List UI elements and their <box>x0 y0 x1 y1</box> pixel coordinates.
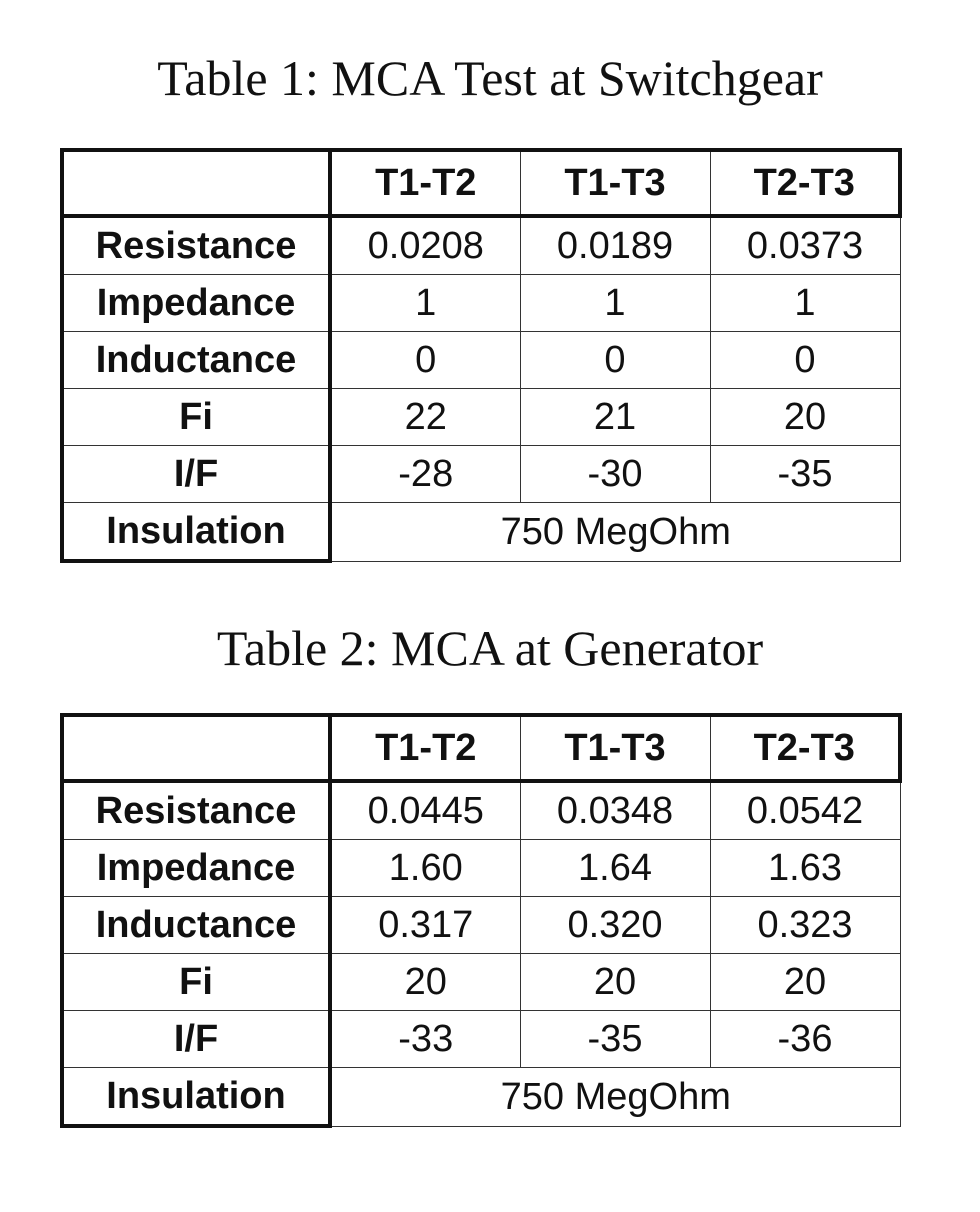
header-corner-cell <box>62 150 330 216</box>
table-cell: 0.0348 <box>520 781 710 840</box>
table-cell: -35 <box>710 446 900 503</box>
table-cell: 20 <box>710 954 900 1011</box>
row-label: I/F <box>62 446 330 503</box>
table-cell: 1.60 <box>330 840 520 897</box>
table-cell: 0.0542 <box>710 781 900 840</box>
table-cell: -33 <box>330 1011 520 1068</box>
table-row <box>62 275 900 332</box>
row-label: Insulation <box>62 1068 330 1127</box>
row-label: Insulation <box>62 503 330 562</box>
table-1-caption: Table 1: MCA Test at Switchgear <box>157 50 823 106</box>
table-row <box>62 216 900 275</box>
insulation-row <box>62 503 900 562</box>
table-cell: 0.0373 <box>710 216 900 275</box>
table-cell: 0.0445 <box>330 781 520 840</box>
table-row <box>62 781 900 840</box>
insulation-value-cell: 750 MegOhm <box>330 1068 900 1127</box>
column-header: T1-T3 <box>520 150 710 216</box>
row-label: Fi <box>62 954 330 1011</box>
row-label: Inductance <box>62 332 330 389</box>
table-cell: 0 <box>330 332 520 389</box>
table-cell: 0.323 <box>710 897 900 954</box>
column-header: T1-T2 <box>330 715 520 781</box>
table-cell: -35 <box>520 1011 710 1068</box>
table-cell: 1 <box>330 275 520 332</box>
row-label: Impedance <box>62 840 330 897</box>
table-cell: -30 <box>520 446 710 503</box>
table-row <box>62 446 900 503</box>
table-cell: 0 <box>520 332 710 389</box>
insulation-row <box>62 1068 900 1127</box>
column-header: T2-T3 <box>710 150 900 216</box>
header-corner-cell <box>62 715 330 781</box>
table-cell: 1.63 <box>710 840 900 897</box>
table-cell: 1.64 <box>520 840 710 897</box>
row-label: Resistance <box>62 781 330 840</box>
table-row <box>62 1011 900 1068</box>
table-row <box>62 840 900 897</box>
table-cell: 20 <box>710 389 900 446</box>
row-label: Impedance <box>62 275 330 332</box>
table-cell: 0.0189 <box>520 216 710 275</box>
table-cell: 0.320 <box>520 897 710 954</box>
table-cell: 22 <box>330 389 520 446</box>
table-cell: 20 <box>330 954 520 1011</box>
table-cell: -28 <box>330 446 520 503</box>
table-cell: 0.0208 <box>330 216 520 275</box>
table-row <box>62 954 900 1011</box>
insulation-value-cell: 750 MegOhm <box>330 503 900 562</box>
table-2-caption: Table 2: MCA at Generator <box>216 620 764 676</box>
table-cell: 21 <box>520 389 710 446</box>
mca-switchgear-table <box>60 148 902 563</box>
column-header: T2-T3 <box>710 715 900 781</box>
table-cell: 1 <box>520 275 710 332</box>
column-header: T1-T3 <box>520 715 710 781</box>
table-cell: 0 <box>710 332 900 389</box>
mca-generator-table <box>60 713 902 1128</box>
row-label: Resistance <box>62 216 330 275</box>
row-label: Inductance <box>62 897 330 954</box>
row-label: I/F <box>62 1011 330 1068</box>
table-cell: 0.317 <box>330 897 520 954</box>
table-row <box>62 389 900 446</box>
row-label: Fi <box>62 389 330 446</box>
table-cell: 20 <box>520 954 710 1011</box>
table-cell: 1 <box>710 275 900 332</box>
table-row <box>62 897 900 954</box>
table-header-row <box>62 715 900 781</box>
table-header-row <box>62 150 900 216</box>
column-header: T1-T2 <box>330 150 520 216</box>
table-cell: -36 <box>710 1011 900 1068</box>
table-row <box>62 332 900 389</box>
